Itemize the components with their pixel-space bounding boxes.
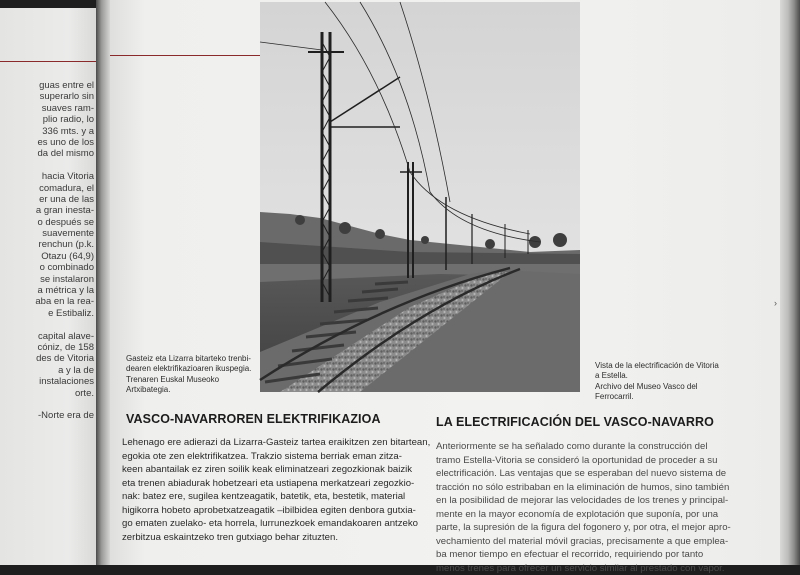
body-line: nak: batez ere, sugilea kentzeagatik, batetik, eta, bestetik, material [122,490,430,504]
left-page-line: suaves ram- [0,103,94,114]
left-page-line: capital alave- [0,331,94,342]
caption-line: Ferrocarril. [595,392,719,402]
left-page-line: se instalaron [0,274,94,285]
caption-line: Gasteiz eta Lizarra bitarteko trenbi- [126,354,251,364]
page-edge-shadow [780,0,800,565]
body-line: vechamiento del material móvil gracias, precisamente a que emplea- [436,535,731,549]
left-page-line: comadura, el [0,183,94,194]
left-page-line: Otazu (64,9) [0,251,94,262]
caption-line: Artxibategia. [126,385,251,395]
left-page-line: e Estibaliz. [0,308,94,319]
caption-line: Trenaren Euskal Museoko [126,375,251,385]
body-line: higikorra hobeto aprobetxatzeagatik –ibilbidea egiten denbora gutxia- [122,504,430,518]
left-page-line: superarlo sin [0,91,94,102]
left-page-line: er una de las [0,194,94,205]
left-page-line: orte. [0,388,94,399]
left-page-line: aba en la rea- [0,296,94,307]
left-page-line: guas entre el [0,80,94,91]
body-line: tracción no sólo estribaban en la eliminación de humos, sino también [436,481,731,495]
body-line: Lehenago ere adierazi da Lizarra-Gasteiz tartea eraikitzen zen bitartean, [122,436,430,450]
section-heading-basque: VASCO-NAVARROREN ELEKTRIFIKAZIOA [126,412,381,426]
right-page-rule [104,55,260,56]
body-line: parte, la supresión de la figura del fogonero y, por otra, el mejor apro- [436,521,731,535]
left-page-line: cóniz, de 158 [0,342,94,353]
left-page-line: a métrica y la [0,285,94,296]
body-line: keen abantailak ez ziren soilik keak eliminatzeari zegozkionak baizik [122,463,430,477]
section-heading-spanish: LA ELECTRIFICACIÓN DEL VASCO-NAVARRO [436,415,714,429]
left-page-line: o combinado [0,262,94,273]
body-text-basque [122,436,430,544]
left-page-line: a y la de [0,365,94,376]
body-line: egokia ote zen elektrifikatzea. Trakzio sistema berriak eman zitza- [122,450,430,464]
body-line: mente en la mayor economía de explotación que suponía, por una [436,508,731,522]
left-page-line: 336 mts. y a [0,126,94,137]
body-line: electrificación. Las ventajas que se esperaban del nuevo sistema de [436,467,731,481]
caption-line: dearen elektrifikazioaren ikuspegia. [126,364,251,374]
left-page-text [0,80,94,422]
book-gutter [96,0,110,565]
left-page-line [0,319,94,330]
left-page-line: es uno de los [0,137,94,148]
left-page-line: -Norte era de [0,410,94,421]
body-line: en la posibilidad de mejorar las velocidades de los trenes y principal- [436,494,731,508]
body-line: eta trenen abiadurak hobetzeari eta ustiapena merkatzeari zegozkio- [122,477,430,491]
body-line: menos trenes para ofrecer un servicio similar al prestado con vapor. [436,562,731,575]
left-page-line: des de Vitoria [0,353,94,364]
left-page-line [0,399,94,410]
left-page-line: da del mismo [0,148,94,159]
left-page-line: a gran inesta- [0,205,94,216]
photo-caption-spanish [595,361,719,403]
caption-line: Archivo del Museo Vasco del [595,382,719,392]
caption-line: a Estella. [595,371,719,381]
photo-caption-basque [126,354,251,396]
left-page-line: o después se [0,217,94,228]
left-page-line: suavemente [0,228,94,239]
railway-electrification-photo [260,2,580,392]
body-line: zerbitzua eskaintzeko tren gutxiago behar zituzten. [122,531,430,545]
caption-line: Vista de la electrificación de Vitoria [595,361,719,371]
left-page-line: plio radio, lo [0,114,94,125]
body-line: go ematen zuelako- eta horrela, lurrunezkoek emandakoaren antzeko [122,517,430,531]
left-page-line: renchun (p.k. [0,239,94,250]
body-line: tramo Estella-Vitoria se consideró la oportunidad de proceder a su [436,454,731,468]
body-line: ba menor tiempo en efectuar el recorrido, requiriendo por tanto [436,548,731,562]
right-page [104,0,786,565]
body-text-spanish [436,440,731,575]
left-page-line: hacia Vitoria [0,171,94,182]
body-line: Anteriormente se ha señalado como durante la construcción del [436,440,731,454]
left-page-line [0,160,94,171]
left-page-rule [0,61,98,62]
left-page [0,8,98,565]
margin-mark: › [774,298,777,308]
left-page-line: instalaciones [0,376,94,387]
